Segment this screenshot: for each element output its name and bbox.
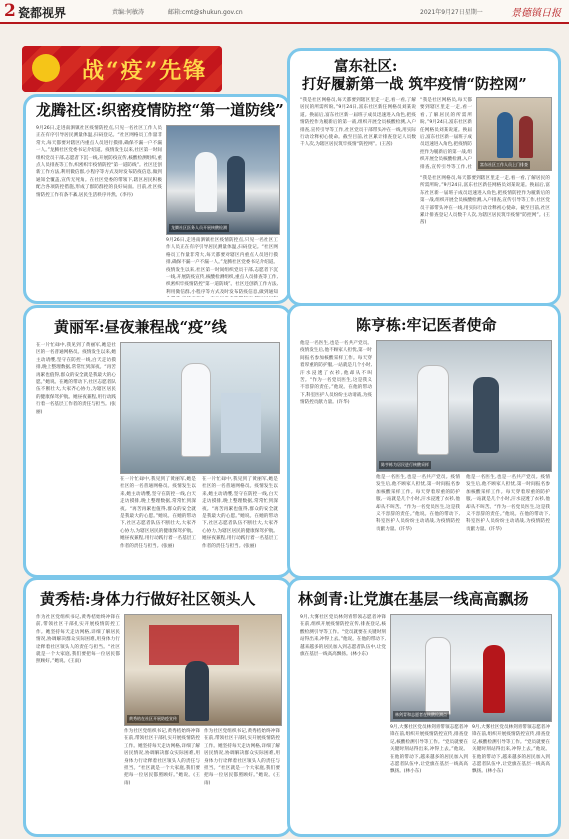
article-photo bbox=[476, 97, 552, 171]
article-body: 9月,大雾社区党员林剑青带领志愿者冲锋在前,组织开展疫情防控宣传,排查登记,核酸检测引导等工作。“党员就要在关键时刻站得出来,冲得上去。”他说。在他的带动下,越来越多的居民加入到志愿者队伍中,让党旗在基层一线高高飘扬。(林小东) bbox=[300, 615, 386, 658]
article-body-cont: 他是一名医生,也是一名共产党员。疫情发生后,他不顾家人担忧,第一时间报名参加核酸采样工作。每天穿着厚重的防护服,一站就是几个小时,汗水浸透了衣衫,他却从不叫苦。“作为一名党员医生,这是我义不容辞的责任。”他说。在他的带动下,科室医护人员纷纷主动请战,为疫情防控贡献力量。(许华) bbox=[376, 475, 460, 532]
article-photo bbox=[166, 125, 280, 235]
article-body: 在一片忙碌中,我见到了黄丽军,她是社区的一名普通网格员。疫情发生以来,她主动请缨,坚守在防控一线,白天走访摸排,晚上整理数据,常常忙到深夜。“再苦再累也值得,群众的安全就是我最大的心愿。”她说。在她的带动下,社区志愿者队伍不断壮大,大家齐心协力,为辖区居民的健康保驾护航。她昼夜兼程,用行动践行着一名基层工作者的责任与担当。(张丽) bbox=[36, 343, 116, 415]
worker-figure bbox=[519, 116, 533, 158]
article-title: 陈亨栋:牢记医者使命 bbox=[356, 316, 497, 334]
protective-suit-figure bbox=[181, 363, 211, 457]
editor-email: 邮箱:cmt@shukun.gov.cn bbox=[168, 9, 243, 16]
section-name: 瓷都视界 bbox=[18, 6, 67, 20]
article-title: 龙腾社区:织密疫情防控“第一道防线” bbox=[36, 101, 284, 119]
person-figure bbox=[185, 661, 209, 721]
article-fudong bbox=[287, 48, 561, 306]
article-body: 9月26日,走进南泗镇社区疫情防控点,只见一名社区工作人员正在有序引导居民测量体温,扫码登记。“社区网格员工作量非常大,每天都要对辖区内重点人员进行摸排,确保不漏一户不漏一人。”龙腾社区党委书记介绍道。疫情发生以来,社区第一时间组织党员干部,志愿者下沉一线,开展防疫宣传,核酸检测组织,重点人员排查等工作,织密织牢疫情防控“第一道防线”。社区还创新工作方法,利用微信群,小程序等方式及时发布防疫信息,做到通知全覆盖,宣传无死角。在社区党委的带领下,辖区居民积极配合各项防控措施,形成了群防群控的良好局面。目前,社区疫情防控工作有条不紊,居民生活秩序井然。(李丹) bbox=[36, 126, 162, 198]
article-body-cont2: 在一片忙碌中,我见到了黄丽军,她是社区的一名普通网格员。疫情发生以来,她主动请缨,坚守在防控一线,白天走访摸排,晚上整理数据,常常忙到深夜。“再苦再累也值得,群众的安全就是我最大的心愿。”她说。在她的带动下,社区志愿者队伍不断壮大,大家齐心协力,为辖区居民的健康保驾护航。她昼夜兼程,用行动践行着一名基层工作者的责任与担当。(张丽) bbox=[202, 477, 278, 549]
article-photo bbox=[390, 614, 552, 722]
article-body-cont: 作为社区党组织书记,黄秀桔始终冲锋在前,带领社区干部扎实开展疫情防控工作。她坚持每天走访网格,详细了解居民情况,协调解决群众实际困难,用身体力行诠释着社区领头人的责任与担当。“社区就是一个大家庭,我们要把每一位居民都照顾好。”她说。(王雨) bbox=[124, 729, 200, 786]
article-body-cont: “我是社区网格员,每天都要到辖区里走一走,看一看,了解居民的所需所盼。”9月24日,富东社区新任网格员刘某说道。换届后,富东社区新一届班子成员迅速进入角色,把疫情防控作为履新后的第一战,组织开展全员核酸检测,入户排查,宣传引导等工作,社 bbox=[420, 98, 472, 170]
article-body-cont2: 他是一名医生,也是一名共产党员。疫情发生后,他不顾家人担忧,第一时间报名参加核酸采样工作。每天穿着厚重的防护服,一站就是几个小时,汗水浸透了衣衫,他却从不叫苦。“作为一名党员医生,这是我义不容辞的责任。”他说。在他的带动下,科室医护人员纷纷主动请战,为疫情防控贡献力量。(许华) bbox=[466, 475, 550, 532]
article-body: 作为社区党组织书记,黄秀桔始终冲锋在前,带领社区干部扎实开展疫情防控工作。她坚持每天走访网格,详细了解居民情况,协调解决群众实际困难,用身体力行诠释着社区领头人的责任与担当。“社区就是一个大家庭,我们要把每一位居民都照顾好。”她说。(王雨) bbox=[36, 615, 120, 665]
editor-credit: 责编:何敏涛 bbox=[112, 9, 145, 16]
party-emblem-icon bbox=[32, 54, 60, 82]
article-title: 林剑青:让党旗在基层一线高高飘扬 bbox=[298, 590, 529, 608]
article-body: 他是一名医生,也是一名共产党员。疫情发生后,他不顾家人担忧,第一时间报名参加核酸采样工作。每天穿着厚重的防护服,一站就是几个小时,汗水浸透了衣衫,他却从不叫苦。“作为一名党员医生,这是我义不容辞的责任。”他说。在他的带动下,科室医护人员纷纷主动请战,为疫情防控贡献力量。(许华) bbox=[300, 341, 372, 406]
resident-figure bbox=[473, 377, 499, 453]
issue-date: 2021年9月27日星期一 bbox=[420, 9, 483, 16]
article-longteng bbox=[23, 94, 291, 304]
article-body-cont2: 9月,大雾社区党员林剑青带领志愿者冲锋在前,组织开展疫情防控宣传,排查登记,核酸检测引导等工作。“党员就要在关键时刻站得出来,冲得上去。”他说。在他的带动下,越来越多的居民加入到志愿者队伍中,让党旗在基层一线高高飘扬。(林小东) bbox=[472, 725, 550, 775]
medic-figure bbox=[195, 152, 217, 212]
topic-banner bbox=[22, 46, 222, 92]
page-number: 2 bbox=[4, 1, 16, 21]
photo-caption: 富东社区工作人员上门排查 bbox=[480, 162, 528, 167]
photo-caption: 黄秀桔在社区开展防疫宣传 bbox=[129, 716, 177, 721]
article-title: 黄秀桔:身体力行做好社区领头人 bbox=[40, 590, 256, 608]
article-body-cont: 在一片忙碌中,我见到了黄丽军,她是社区的一名普通网格员。疫情发生以来,她主动请缨,坚守在防控一线,白天走访摸排,晚上整理数据,常常忙到深夜。“再苦再累也值得,群众的安全就是我最大的心愿。”她说。在她的带动下,社区志愿者队伍不断壮大,大家齐心协力,为辖区居民的健康保驾护航。她昼夜兼程,用行动践行着一名基层工作者的责任与担当。(张丽) bbox=[120, 477, 196, 549]
page-header bbox=[0, 0, 569, 24]
article-title: 打好履新第一战 筑牢疫情“防控网” bbox=[302, 76, 527, 93]
article-photo bbox=[376, 340, 552, 472]
photo-caption: 龙腾社区医务人员开展核酸检测 bbox=[171, 225, 227, 230]
article-photo bbox=[120, 342, 280, 474]
article-body-cont: 9月,大雾社区党员林剑青带领志愿者冲锋在前,组织开展疫情防控宣传,排查登记,核酸检测引导等工作。“党员就要在关键时刻站得出来,冲得上去。”他说。在他的带动下,越来越多的居民加入到志愿者队伍中,让党旗在基层一线高高飘扬。(林小东) bbox=[390, 725, 468, 775]
booth bbox=[221, 393, 261, 453]
masthead-logo: 景德镇日报 bbox=[511, 8, 561, 19]
article-title: 黄丽军:昼夜兼程战“疫”线 bbox=[54, 318, 227, 336]
volunteer-figure bbox=[425, 637, 451, 715]
article-title-line1: 富东社区: bbox=[334, 58, 398, 75]
article-chenhengdong bbox=[287, 303, 561, 579]
doctor-figure bbox=[417, 365, 449, 455]
worker-figure bbox=[497, 112, 513, 158]
article-body: “我是社区网格员,每天都要到辖区里走一走,看一看,了解居民的所需所盼。”9月24日,富东社区新任网格员刘某说道。换届后,富东社区新一届班子成员迅速进入角色,把疫情防控作为履新后的第一战,组织开展全员核酸检测,入户排查,宣传引导等工作,社区党员干部带头冲在一线,用实际行动诠释初心使命。截至目前,社区累计排查登记人员数千人次,为辖区居民筑牢疫情“防控网”。(王茜) bbox=[300, 98, 416, 148]
article-body-cont: 9月26日,走进南泗镇社区疫情防控点,只见一名社区工作人员正在有序引导居民测量体温,扫码登记。“社区网格员工作量非常大,每天都要对辖区内重点人员进行摸排,确保不漏一户不漏一人。”龙腾社区党委书记介绍道。疫情发生以来,社区第一时间组织党员干部,志愿者下沉一线,开展防疫宣传,核酸检测组织,重点人员排查等工作,织密织牢疫情防控“第一道防线”。社区还创新工作方法,利用微信群,小程序等方式及时发布防疫信息,做到通知 bbox=[166, 238, 278, 295]
article-huangxiuju bbox=[23, 577, 292, 837]
article-huanglijun bbox=[23, 305, 292, 578]
article-body-cont2: “我是社区网格员,每天都要到辖区里走一走,看一看,了解居民的所需所盼。”9月24日,富东社区新任网格员刘某说道。换届后,富东社区新一届班子成员迅速进入角色,把疫情防控作为履新后的第一战,组织开展全员核酸检测,入户排查,宣传引导等工作,社区党员干部带头冲在一线,用实际行动诠释初心使命。截至目前,社区累计排查登记人员数千人次,为辖区居民筑牢疫情“防控网”。(王茜) bbox=[420, 176, 550, 226]
article-linjianqing bbox=[287, 577, 561, 837]
volunteer-figure bbox=[483, 645, 505, 713]
photo-caption: 陈亨栋为居民进行核酸采样 bbox=[381, 462, 429, 467]
banner-title: 战“疫”先锋 bbox=[82, 58, 208, 84]
photo-caption: 林剑青和志愿者在核酸检测点 bbox=[395, 712, 447, 717]
red-banner bbox=[149, 625, 239, 665]
resident-figure bbox=[227, 156, 245, 212]
article-body-cont2: 作为社区党组织书记,黄秀桔始终冲锋在前,带领社区干部扎实开展疫情防控工作。她坚持每天走访网格,详细了解居民情况,协调解决群众实际困难,用身体力行诠释着社区领头人的责任与担当。“社区就是一个大家庭,我们要把每一位居民都照顾好。”她说。(王雨) bbox=[204, 729, 280, 786]
article-photo bbox=[124, 614, 282, 726]
